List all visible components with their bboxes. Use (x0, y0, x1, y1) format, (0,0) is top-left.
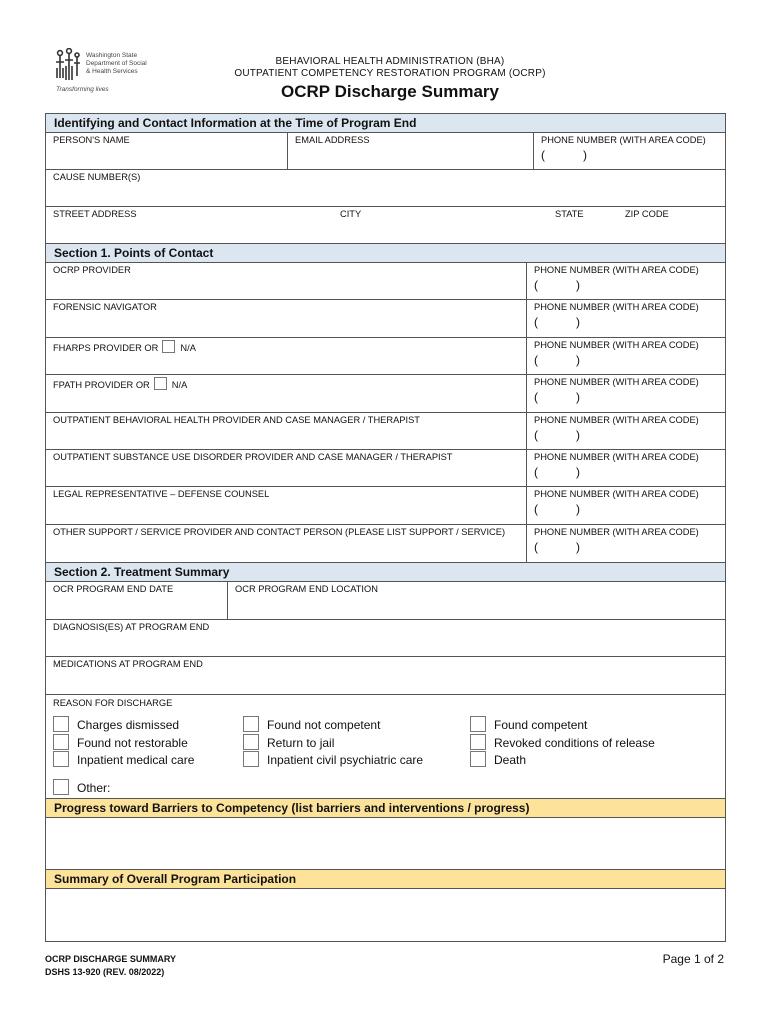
area-code-parens: ( ) (534, 390, 580, 404)
contact-row (46, 487, 725, 525)
email-field[interactable] (287, 133, 533, 169)
na-checkbox[interactable] (162, 340, 175, 353)
contact-label: FORENSIC NAVIGATOR (53, 302, 157, 312)
header-program: OUTPATIENT COMPETENCY RESTORATION PROGRAM (OCRP) (234, 68, 546, 79)
phone-label: PHONE NUMBER (WITH AREA CODE) (541, 135, 706, 145)
not-restorable-checkbox[interactable] (53, 734, 69, 750)
name-row (46, 133, 725, 170)
na-checkbox[interactable] (154, 377, 167, 390)
area-code-parens: ( ) (534, 353, 580, 367)
na-label: N/A (171, 380, 188, 390)
contact-label: OTHER SUPPORT / SERVICE PROVIDER AND CONTACT PERSON (PLEASE LIST SUPPORT / SERVICE) (53, 527, 506, 537)
people-logo-icon (54, 48, 82, 82)
contact-field[interactable] (46, 450, 526, 486)
inpatient-medical-text: Inpatient medical care (77, 753, 195, 767)
inpatient-civil-text: Inpatient civil psychiatric care (267, 753, 424, 767)
logo-tagline: Transforming lives (56, 86, 109, 93)
phone-label: PHONE NUMBER (WITH AREA CODE) (534, 527, 699, 537)
found-competent-option[interactable] (470, 716, 587, 732)
inpatient-medical-checkbox[interactable] (53, 751, 69, 767)
persons-name-label: PERSON'S NAME (53, 135, 130, 145)
persons-name-field[interactable] (46, 133, 287, 169)
return-to-jail-option[interactable] (243, 734, 334, 750)
area-code-parens: ( ) (534, 278, 580, 292)
area-code-parens: ( ) (534, 315, 580, 329)
not-restorable-option[interactable] (53, 734, 188, 750)
page-number: Page 1 of 2 (662, 952, 724, 966)
contact-phone-field[interactable] (526, 487, 725, 524)
cause-number-field[interactable] (46, 170, 725, 206)
medications-row (46, 657, 725, 695)
not-competent-checkbox[interactable] (243, 716, 259, 732)
form-header (180, 56, 600, 102)
phone-label: PHONE NUMBER (WITH AREA CODE) (534, 265, 699, 275)
page-title: OCRP Discharge Summary (281, 82, 499, 101)
address-row (46, 207, 725, 244)
diagnosis-field[interactable] (46, 620, 725, 656)
cause-label: CAUSE NUMBER(S) (53, 172, 141, 182)
return-to-jail-checkbox[interactable] (243, 734, 259, 750)
death-text: Death (494, 753, 527, 767)
contact-row (46, 525, 725, 563)
state-label: STATE (555, 209, 584, 219)
person-phone-field[interactable] (533, 133, 725, 169)
contact-label: OUTPATIENT BEHAVIORAL HEALTH PROVIDER AND CASE MANAGER / THERAPIST (53, 415, 420, 425)
reason-label: REASON FOR DISCHARGE (53, 698, 173, 708)
progress-row (46, 818, 725, 870)
revoked-text: Revoked conditions of release (494, 736, 655, 750)
dshs-logo (52, 48, 152, 96)
contact-field[interactable] (46, 487, 526, 524)
contact-field[interactable] (46, 263, 526, 299)
identifying-section-header: Identifying and Contact Information at the Time of Program End (46, 114, 725, 133)
logo-line-1: Washington State (86, 52, 138, 59)
phone-label: PHONE NUMBER (WITH AREA CODE) (534, 377, 699, 387)
found-competent-checkbox[interactable] (470, 716, 486, 732)
contact-label: OUTPATIENT SUBSTANCE USE DISORDER PROVIDER AND CASE MANAGER / THERAPIST (53, 452, 453, 462)
contact-field[interactable] (46, 375, 526, 412)
other-text: Other: (77, 781, 111, 795)
contact-row (46, 300, 725, 338)
inpatient-civil-option[interactable] (243, 751, 423, 767)
death-checkbox[interactable] (470, 751, 486, 767)
return-to-jail-text: Return to jail (267, 736, 335, 750)
progress-header: Progress toward Barriers to Competency (list barriers and interventions / progress) (46, 798, 725, 818)
summary-field[interactable] (46, 889, 725, 941)
area-code-parens: ( ) (541, 148, 587, 162)
death-option[interactable] (470, 751, 526, 767)
phone-label: PHONE NUMBER (WITH AREA CODE) (534, 302, 699, 312)
contact-phone-field[interactable] (526, 263, 725, 299)
contact-phone-field[interactable] (526, 338, 725, 374)
end-location-label: OCR PROGRAM END LOCATION (235, 584, 378, 594)
city-label: CITY (340, 209, 362, 219)
diagnosis-label: DIAGNOSIS(ES) AT PROGRAM END (53, 622, 210, 632)
area-code-parens: ( ) (534, 502, 580, 516)
area-code-parens: ( ) (534, 428, 580, 442)
contact-field[interactable] (46, 525, 526, 562)
logo-line-3: & Health Services (86, 68, 138, 75)
phone-label: PHONE NUMBER (WITH AREA CODE) (534, 489, 699, 499)
phone-label: PHONE NUMBER (WITH AREA CODE) (534, 340, 699, 350)
contact-label: FPATH PROVIDER OR (53, 380, 150, 390)
street-label: STREET ADDRESS (53, 209, 137, 219)
area-code-parens: ( ) (534, 540, 580, 554)
reason-for-discharge (46, 695, 725, 798)
charges-dismissed-text: Charges dismissed (77, 718, 180, 732)
contact-phone-field[interactable] (526, 450, 725, 486)
contact-label: OCRP PROVIDER (53, 265, 131, 275)
logo-line-2: Department of Social (86, 60, 147, 67)
discharge-form (45, 113, 726, 942)
contact-phone-field[interactable] (526, 300, 725, 337)
charges-dismissed-option[interactable] (53, 716, 179, 732)
footer-form-name: OCRP DISCHARGE SUMMARY (45, 954, 177, 964)
cause-row (46, 170, 725, 207)
footer-form-number: DSHS 13-920 (REV. 08/2022) (45, 967, 165, 977)
area-code-parens: ( ) (534, 465, 580, 479)
end-row (46, 582, 725, 620)
not-restorable-text: Found not restorable (77, 736, 188, 750)
revoked-option[interactable] (470, 734, 655, 750)
zip-label: ZIP CODE (625, 209, 669, 219)
summary-header: Summary of Overall Program Participation (46, 870, 725, 889)
contact-field[interactable] (46, 338, 526, 374)
email-label: EMAIL ADDRESS (295, 135, 370, 145)
progress-field[interactable] (46, 818, 725, 869)
contact-phone-field[interactable] (526, 525, 725, 562)
end-date-label: OCR PROGRAM END DATE (53, 584, 174, 594)
end-location-field[interactable] (227, 582, 725, 619)
inpatient-civil-checkbox[interactable] (243, 751, 259, 767)
charges-dismissed-checkbox[interactable] (53, 716, 69, 732)
section2-header: Section 2. Treatment Summary (46, 563, 725, 582)
contact-field[interactable] (46, 413, 526, 449)
contact-row (46, 338, 725, 375)
section1-header: Section 1. Points of Contact (46, 244, 725, 263)
na-label: N/A (180, 343, 196, 353)
medications-field[interactable] (46, 657, 725, 694)
medications-label: MEDICATIONS AT PROGRAM END (53, 659, 203, 669)
contact-label: LEGAL REPRESENTATIVE – DEFENSE COUNSEL (53, 489, 270, 499)
contact-row (46, 375, 725, 413)
revoked-checkbox[interactable] (470, 734, 486, 750)
contact-phone-field[interactable] (526, 413, 725, 449)
contact-row (46, 450, 725, 487)
header-agency: BEHAVIORAL HEALTH ADMINISTRATION (BHA) (275, 56, 505, 67)
contacts-list (46, 263, 725, 563)
contact-row (46, 263, 725, 300)
address-field[interactable] (46, 207, 725, 243)
not-competent-option[interactable] (243, 716, 380, 732)
contact-phone-field[interactable] (526, 375, 725, 412)
not-competent-text: Found not competent (267, 718, 381, 732)
phone-label: PHONE NUMBER (WITH AREA CODE) (534, 415, 699, 425)
end-date-field[interactable] (46, 582, 227, 619)
found-competent-text: Found competent (494, 718, 588, 732)
other-checkbox[interactable] (53, 779, 69, 795)
other-option[interactable] (53, 779, 110, 795)
inpatient-medical-option[interactable] (53, 751, 194, 767)
summary-row (46, 889, 725, 941)
contact-row (46, 413, 725, 450)
diagnosis-row (46, 620, 725, 657)
phone-label: PHONE NUMBER (WITH AREA CODE) (534, 452, 699, 462)
contact-label: FHARPS PROVIDER OR (53, 343, 159, 353)
contact-field[interactable] (46, 300, 526, 337)
